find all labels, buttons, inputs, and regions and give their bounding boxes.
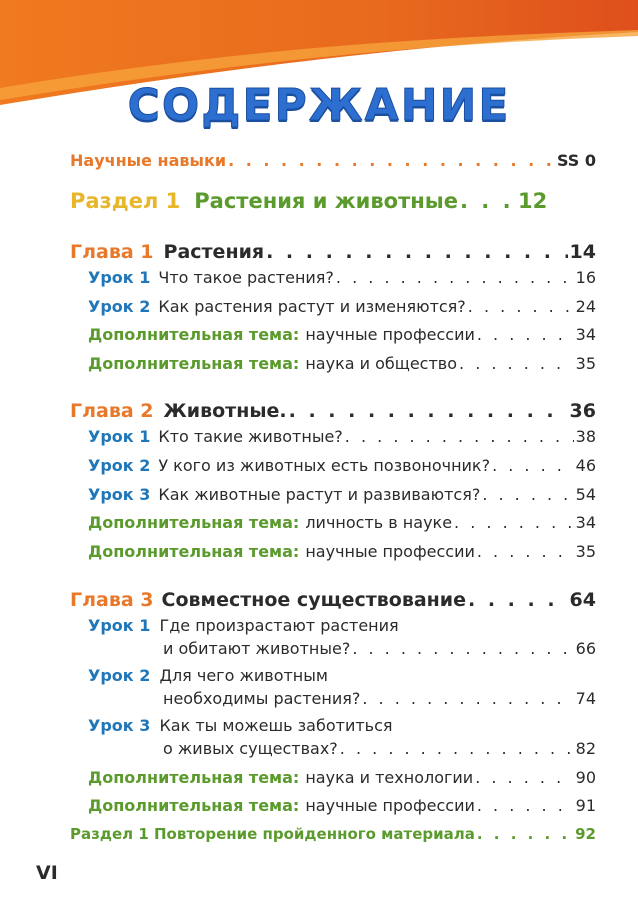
extra-topic-page: 91 [575,796,596,815]
extra-topic-title: научные профессии [305,325,475,344]
extra-topic-title: наука и общество [305,354,458,373]
lesson-title: Как растения растут и изменяются? [158,297,466,316]
toc-ch2-extra-1[interactable] [88,513,596,532]
toc-unit-1[interactable] [70,189,596,213]
extra-topic-title: личность в науке [305,513,453,532]
unit-title: Растения и животные [194,189,458,213]
leader-dots [482,485,573,504]
extra-topic-label: Дополнительная тема: [88,325,300,344]
toc-chapter-2[interactable] [70,400,596,422]
chapter-3-title: Совместное существование [161,589,466,611]
toc-ch3-lesson-2-line2[interactable] [163,689,596,708]
lesson-label: Урок 2 [88,297,151,316]
lesson-label: Урок 3 [88,716,151,735]
lesson-label: Урок 1 [88,427,151,446]
extra-topic-label: Дополнительная тема: [88,354,300,373]
chapter-1-page: 14 [569,241,596,263]
lesson-page: 38 [575,427,596,446]
toc-ch3-lesson-2-line1[interactable] [88,666,328,685]
leader-dots [454,513,574,532]
leader-dots [468,589,568,611]
page-title: СОДЕРЖАНИЕ [127,80,511,131]
lesson-label: Урок 1 [88,268,151,287]
leader-dots [336,268,574,287]
leader-dots [352,639,573,658]
leader-dots [289,400,568,422]
chapter-2-label: Глава 2 [70,400,154,422]
toc-ch2-lesson-2[interactable] [88,456,596,475]
leader-dots [362,689,573,708]
lesson-label: Урок 2 [88,456,151,475]
review-page: 92 [575,825,596,843]
toc-chapter-1[interactable] [70,241,596,263]
leader-dots [477,825,573,843]
chapter-3-page: 64 [569,589,596,611]
leader-dots [340,739,574,758]
lesson-title: У кого из животных есть позвоночник? [158,456,491,475]
lesson-page: 66 [575,639,596,658]
chapter-1-title: Растения [163,241,265,263]
lesson-title-line1: Для чего животным [159,666,328,685]
lesson-page: 16 [575,268,596,287]
lesson-title-line2: необходимы растения? [163,689,361,708]
extra-topic-page: 35 [575,542,596,561]
leader-dots [477,796,574,815]
extra-topic-page: 35 [575,354,596,373]
extra-topic-label: Дополнительная тема: [88,768,300,787]
toc-ch3-lesson-1-line1[interactable] [88,616,399,635]
toc-ch3-lesson-3-line2[interactable] [163,739,596,758]
toc-ch1-extra-2[interactable] [88,354,596,373]
chapter-1-label: Глава 1 [70,241,154,263]
chapter-3-label: Глава 3 [70,589,154,611]
science-skills-label: Научные навыки [70,151,227,170]
unit-page: 12 [518,189,548,213]
lesson-page: 82 [575,739,596,758]
toc-ch2-lesson-1[interactable] [88,427,596,446]
extra-topic-title: наука и технологии [305,768,474,787]
chapter-2-title: Животные. [163,400,287,422]
extra-topic-page: 34 [575,325,596,344]
extra-topic-label: Дополнительная тема: [88,513,300,532]
leader-dots [345,427,574,446]
lesson-title-line2: о живых существах? [163,739,338,758]
leader-dots [492,456,574,475]
extra-topic-title: научные профессии [305,542,475,561]
extra-topic-label: Дополнительная тема: [88,542,300,561]
leader-dots [468,297,574,316]
lesson-title-line2: и обитают животные? [163,639,351,658]
toc-ch1-extra-1[interactable] [88,325,596,344]
toc-ch2-lesson-3[interactable] [88,485,596,504]
lesson-title: Как животные растут и развиваются? [158,485,481,504]
lesson-page: 46 [575,456,596,475]
page-number: VI [36,862,58,884]
extra-topic-label: Дополнительная тема: [88,796,300,815]
toc-ch3-lesson-1-line2[interactable] [163,639,596,658]
toc-unit-review[interactable] [70,825,596,843]
toc-ch1-lesson-2[interactable] [88,297,596,316]
extra-topic-title: научные профессии [305,796,475,815]
leader-dots [460,189,516,213]
toc-ch1-lesson-1[interactable] [88,268,596,287]
unit-label: Раздел 1 [70,189,181,213]
lesson-title-line1: Где произрастают растения [159,616,399,635]
toc-science-skills[interactable] [70,151,596,170]
extra-topic-page: 34 [575,513,596,532]
extra-topic-page: 90 [575,768,596,787]
toc-ch2-extra-2[interactable] [88,542,596,561]
leader-dots [477,325,574,344]
lesson-title-line1: Как ты можешь заботиться [159,716,393,735]
science-skills-page: SS 0 [556,151,596,170]
lesson-label: Урок 1 [88,616,151,635]
leader-dots [266,241,567,263]
lesson-page: 24 [575,297,596,316]
toc-ch3-extra-2[interactable] [88,796,596,815]
lesson-title: Кто такие животные? [158,427,343,446]
leader-dots [459,354,574,373]
lesson-title: Что такое растения? [158,268,334,287]
lesson-page: 54 [575,485,596,504]
toc-ch3-lesson-3-line1[interactable] [88,716,393,735]
toc-ch3-extra-1[interactable] [88,768,596,787]
lesson-label: Урок 3 [88,485,151,504]
lesson-page: 74 [575,689,596,708]
leader-dots [475,768,573,787]
leader-dots [477,542,574,561]
chapter-2-page: 36 [569,400,596,422]
leader-dots [228,151,555,170]
toc-chapter-3[interactable] [70,589,596,611]
review-title: Раздел 1 Повторение пройденного материала [70,825,475,843]
lesson-label: Урок 2 [88,666,151,685]
